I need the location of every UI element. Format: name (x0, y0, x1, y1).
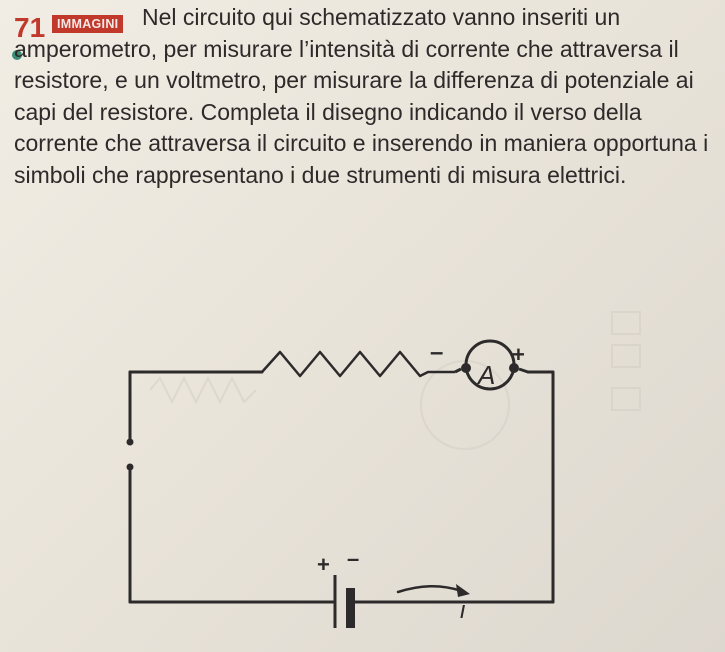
images-badge: IMMAGINI (52, 15, 123, 33)
ammeter (430, 339, 528, 390)
current-label: i (460, 597, 466, 624)
battery (317, 546, 359, 628)
ammeter-minus-sign: – (430, 339, 444, 366)
ammeter-plus-sign: + (512, 342, 525, 367)
bleed-through (150, 312, 640, 449)
exercise-number: 71 (14, 12, 46, 43)
arrow-head-icon (456, 584, 470, 597)
switch-terminal-top (127, 439, 134, 446)
battery-minus-sign: – (347, 546, 360, 571)
battery-plus-sign: + (317, 552, 330, 577)
ammeter-label: A (478, 360, 496, 390)
resistor (262, 352, 455, 376)
problem-statement: Nel circuito qui schematizzato vanno inseriti un amperometro, per misurare l’intensità di corrente che attraversa il resistore, e un voltmetro, per misurare la differenza di potenziale ai capi del resistore. Completa il disegno indicando il verso della corrente che attraversa il circuito e inserendo in maniera opportuna i simboli che rappresentano i due strumenti di misura elettrici. (14, 4, 709, 188)
switch-terminal-bottom (127, 464, 134, 471)
wires (130, 372, 553, 602)
current-arrow (398, 584, 470, 624)
